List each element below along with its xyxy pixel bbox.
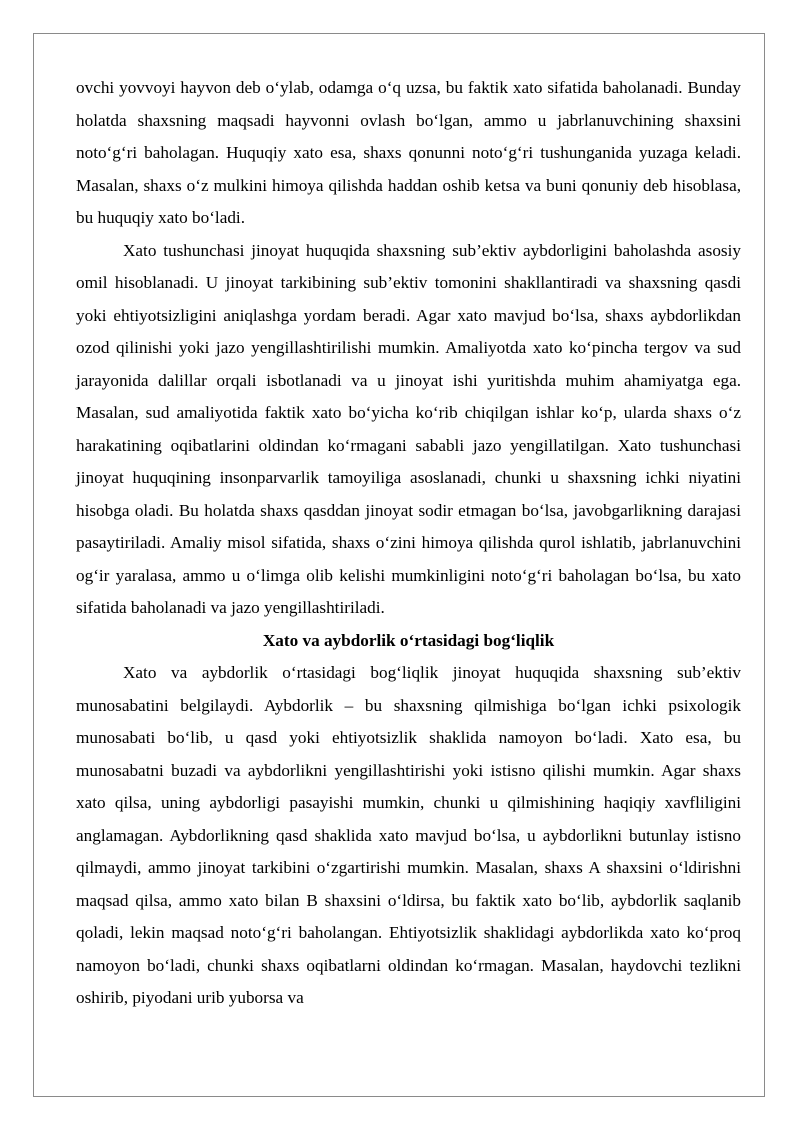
section-heading: Xato va aybdorlik o‘rtasidagi bog‘liqlik <box>262 630 555 650</box>
paragraph-error-and-guilt: Xato va aybdorlik o‘rtasidagi bog‘liqlik jinoyat huquqida shaxsning sub’ektiv munosabatini belgilaydi. Aybdorlik – bu shaxsning qilmishiga bo‘lgan ichki psixologik munosabati bo‘lib, u qasd yoki ehtiyotsizlik shaklida namoyon bo‘ladi. Xato esa, bu munosabatni buzadi va aybdorlikni yengillashtirishi yoki istisno qilishi mumkin. Agar shaxs xato qilsa, uning aybdorligi pasayishi mumkin, chunki u qilmishining haqiqiy xavfliligini anglamagan. Aybdorlikning qasd shaklida xato mavjud bo‘lsa, u aybdorlikni butunlay istisno qilmaydi, ammo jinoyat tarkibini o‘zgartirishi mumkin. Masalan, shaxs A shaxsini o‘ldirishni maqsad qilsa, ammo xato bilan B shaxsini o‘ldirsa, bu faktik xato bo‘lib, aybdorlik saqlanib qoladi, lekin maqsad noto‘g‘ri baholangan. Ehtiyotsizlik shaklidagi aybdorlikda xato ko‘proq namoyon bo‘ladi, chunki shaxs oqibatlarni oldindan ko‘rmagan. Masalan, haydovchi tezlikni oshirib, piyodani urib yuborsa va <box>76 663 741 1007</box>
paragraph-error-concept: Xato tushunchasi jinoyat huquqida shaxsning sub’ektiv aybdorligini baholashda asosiy omil hisoblanadi. U jinoyat tarkibining sub’ektiv tomonini shakllantiradi va shaxsning qasdi yoki ehtiyotsizligini aniqlashga yordam beradi. Agar xato mavjud bo‘lsa, shaxs aybdorlikdan ozod qilinishi yoki jazo yengillashtirilishi mumkin. Amaliyotda xato ko‘pincha tergov va sud jarayonida dalillar orqali isbotlanadi va u jinoyat ishi yuritishda muhim ahamiyatga ega. Masalan, sud amaliyotida faktik xato bo‘yicha ko‘rib chiqilgan ishlar ko‘p, ularda shaxs o‘z harakatining oqibatlarini oldindan ko‘rmagani sababli jazo yengillatilgan. Xato tushunchasi jinoyat huquqining insonparvarlik tamoyiliga asoslanadi, chunki u shaxsning ichki niyatini hisobga oladi. Bu holatda shaxs qasddan jinoyat sodir etmagan bo‘lsa, javobgarlikning darajasi pasaytiriladi. Amaliy misol sifatida, shaxs o‘zini himoya qilishda qurol ishlatib, jabrlanuvchini og‘ir yaralasa, ammo u o‘limga olib kelishi mumkinligini noto‘g‘ri baholagan bo‘lsa, bu xato sifatida baholanadi va jazo yengillashtiriladi. <box>76 240 741 617</box>
paragraph-continued: ovchi yovvoyi hayvon deb o‘ylab, odamga o‘q uzsa, bu faktik xato sifatida baholanadi. Bunday holatda shaxsning maqsadi hayvonni ovlash bo‘lgan, ammo u jabrlanuvchining shaxsini noto‘g‘ri baholagan. Huquqiy xato esa, shaxs qonunni noto‘g‘ri tushunganida yuzaga keladi. Masalan, shaxs o‘z mulkini himoya qilishda haddan oshib ketsa va buni qonuniy deb hisoblasa, bu huquqiy xato bo‘ladi. <box>76 78 741 227</box>
document-body <box>76 72 741 1015</box>
